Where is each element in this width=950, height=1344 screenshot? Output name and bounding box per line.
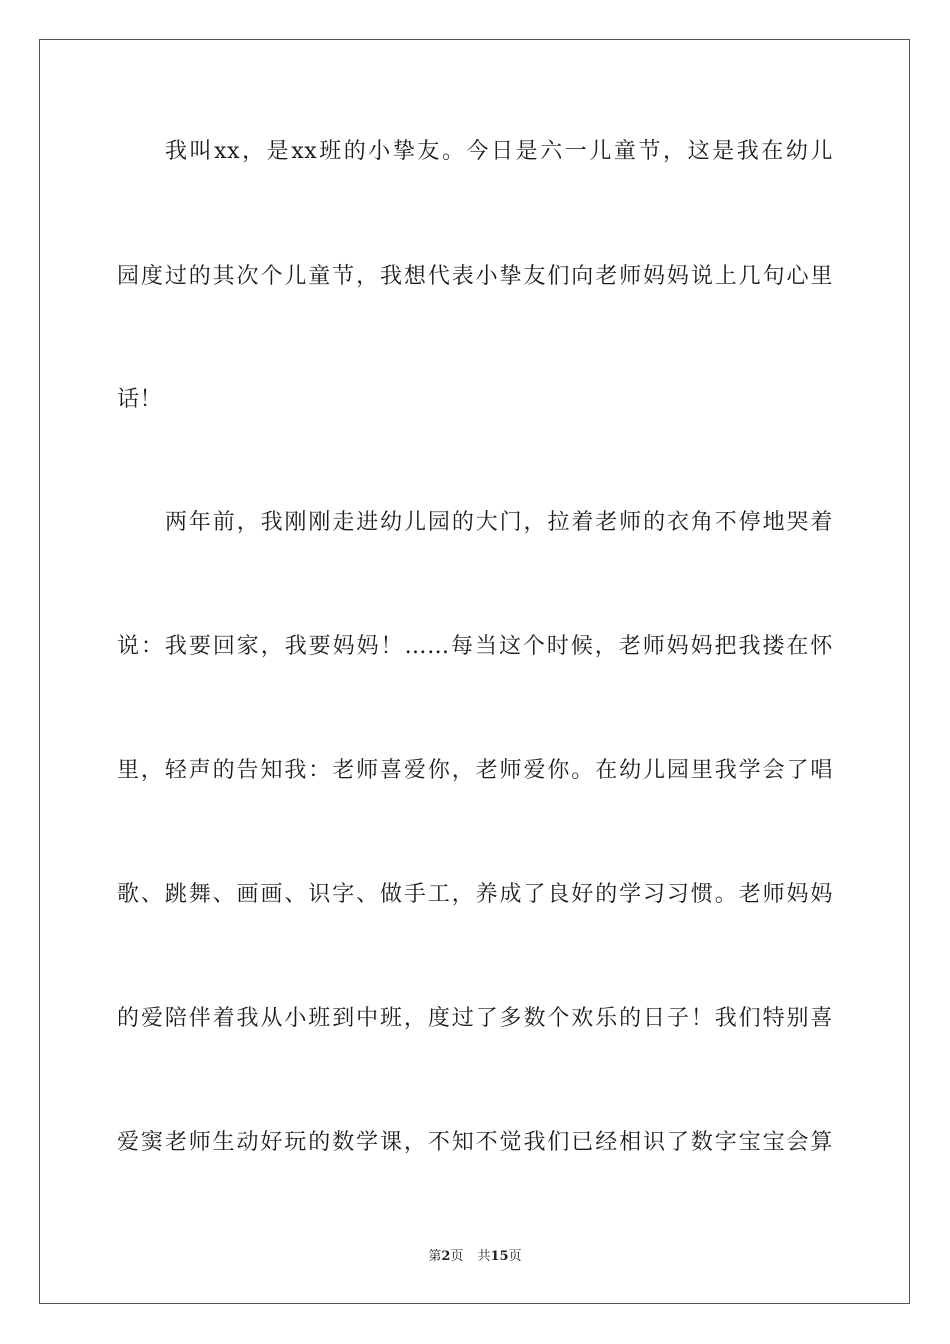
page-prefix: 第: [428, 1249, 442, 1264]
paragraph-2-line-4: 歌、跳舞、画画、识字、做手工，养成了良好的学习习惯。老师妈妈: [117, 882, 833, 907]
total-suffix: 页: [508, 1249, 522, 1264]
paragraph-1-line-3: 话！: [117, 387, 163, 412]
page-footer: [0, 1248, 950, 1266]
paragraph-2-line-2: 说：我要回家，我要妈妈！……每当这个时候，老师妈妈把我搂在怀: [117, 634, 833, 659]
total-prefix: 共: [477, 1249, 491, 1264]
paragraph-1-line-2: 园度过的其次个儿童节，我想代表小挚友们向老师妈妈说上几句心里: [117, 264, 833, 289]
paragraph-2-line-3: 里，轻声的告知我：老师喜爱你，老师爱你。在幼儿园里我学会了唱: [117, 758, 833, 783]
paragraph-2-line-6: 爱窦老师生动好玩的数学课，不知不觉我们已经相识了数字宝宝会算: [117, 1130, 833, 1155]
total-pages: 15: [490, 1249, 509, 1264]
page-number: 2: [441, 1249, 451, 1264]
page-suffix: 页: [450, 1249, 464, 1264]
paragraph-1-line-1: 我叫xx，是xx班的小挚友。今日是六一儿童节，这是我在幼儿: [165, 139, 833, 164]
page-border: [39, 39, 910, 1304]
paragraph-2-line-1: 两年前，我刚刚走进幼儿园的大门，拉着老师的衣角不停地哭着: [165, 510, 833, 535]
paragraph-2-line-5: 的爱陪伴着我从小班到中班，度过了多数个欢乐的日子！我们特别喜: [117, 1006, 833, 1031]
